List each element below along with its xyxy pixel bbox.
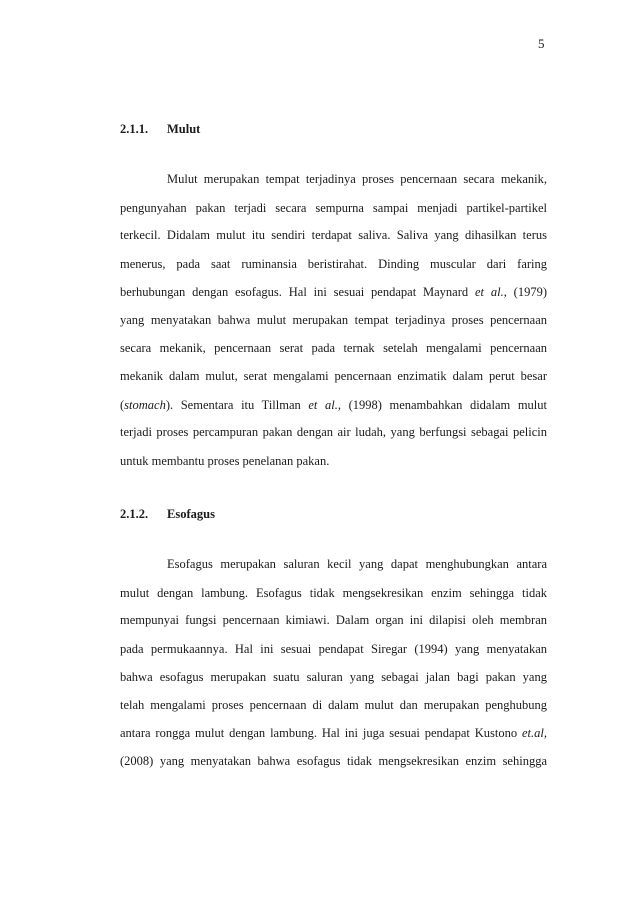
section-title: Esofagus <box>167 507 215 521</box>
paragraph-line: menerus, pada saat ruminansia beristirahat. Dinding muscular dari faring <box>120 257 547 271</box>
italic-citation: et al., <box>308 398 341 412</box>
paragraph-line: yang menyatakan bahwa mulut merupakan tempat terjadinya proses pencernaan <box>120 313 547 327</box>
paragraph-line: bahwa esofagus merupakan suatu saluran yang sebagai jalan bagi pakan yang <box>120 670 547 684</box>
paragraph-line: pada permukaannya. Hal ini sesuai pendapat Siregar (1994) yang menyatakan <box>120 642 547 656</box>
section-title: Mulut <box>167 122 201 136</box>
paragraph-line: telah mengalami proses pencernaan di dalam mulut dan merupakan penghubung <box>120 698 547 712</box>
paragraph-line: terjadi proses percampuran pakan dengan air ludah, yang berfungsi sebagai pelicin <box>120 425 547 439</box>
section-number: 2.1.1. <box>120 122 149 136</box>
section-heading-esofagus <box>120 507 215 522</box>
paragraph-line <box>120 725 547 741</box>
paragraph-line <box>120 397 547 413</box>
italic-term: stomach <box>124 398 166 412</box>
text-segment: ( <box>120 398 125 412</box>
paragraph-line: secara mekanik, pencernaan serat pada ternak setelah mengalami pencernaan <box>120 341 547 355</box>
text-segment: , (1979) <box>503 285 547 299</box>
paragraph-line: mekanik dalam mulut, serat mengalami pencernaan enzimatik dalam perut besar <box>120 369 547 383</box>
page-number: 5 <box>538 36 545 51</box>
italic-citation: et.al, <box>522 726 547 740</box>
paragraph-line: (2008) yang menyatakan bahwa esofagus tidak mengsekresikan enzim sehingga <box>120 754 547 768</box>
section-heading-mulut <box>120 122 200 137</box>
paragraph-line: mulut dengan lambung. Esofagus tidak mengsekresikan enzim sehingga tidak <box>120 586 547 600</box>
text-segment: antara rongga mulut dengan lambung. Hal ini juga sesuai pendapat Kustono <box>120 726 522 740</box>
text-segment: (1998) menambahkan didalam mulut <box>340 398 547 412</box>
section-number: 2.1.2. <box>120 507 149 521</box>
paragraph-line: terkecil. Didalam mulut itu sendiri terdapat saliva. Saliva yang dihasilkan terus <box>120 228 547 242</box>
paragraph-line <box>120 284 547 300</box>
text-segment: ). Sementara itu Tillman <box>165 398 309 412</box>
paragraph-line: Esofagus merupakan saluran kecil yang dapat menghubungkan antara <box>167 557 547 571</box>
italic-citation: et al. <box>474 285 504 299</box>
text-segment: berhubungan dengan esofagus. Hal ini sesuai pendapat Maynard <box>120 285 475 299</box>
paragraph-line: pengunyahan pakan terjadi secara sempurna sampai menjadi partikel-partikel <box>120 201 547 215</box>
paragraph-line: Mulut merupakan tempat terjadinya proses pencernaan secara mekanik, <box>167 172 547 186</box>
paragraph-line: untuk membantu proses penelanan pakan. <box>120 454 330 468</box>
paragraph-line: mempunyai fungsi pencernaan kimiawi. Dalam organ ini dilapisi oleh membran <box>120 613 547 627</box>
